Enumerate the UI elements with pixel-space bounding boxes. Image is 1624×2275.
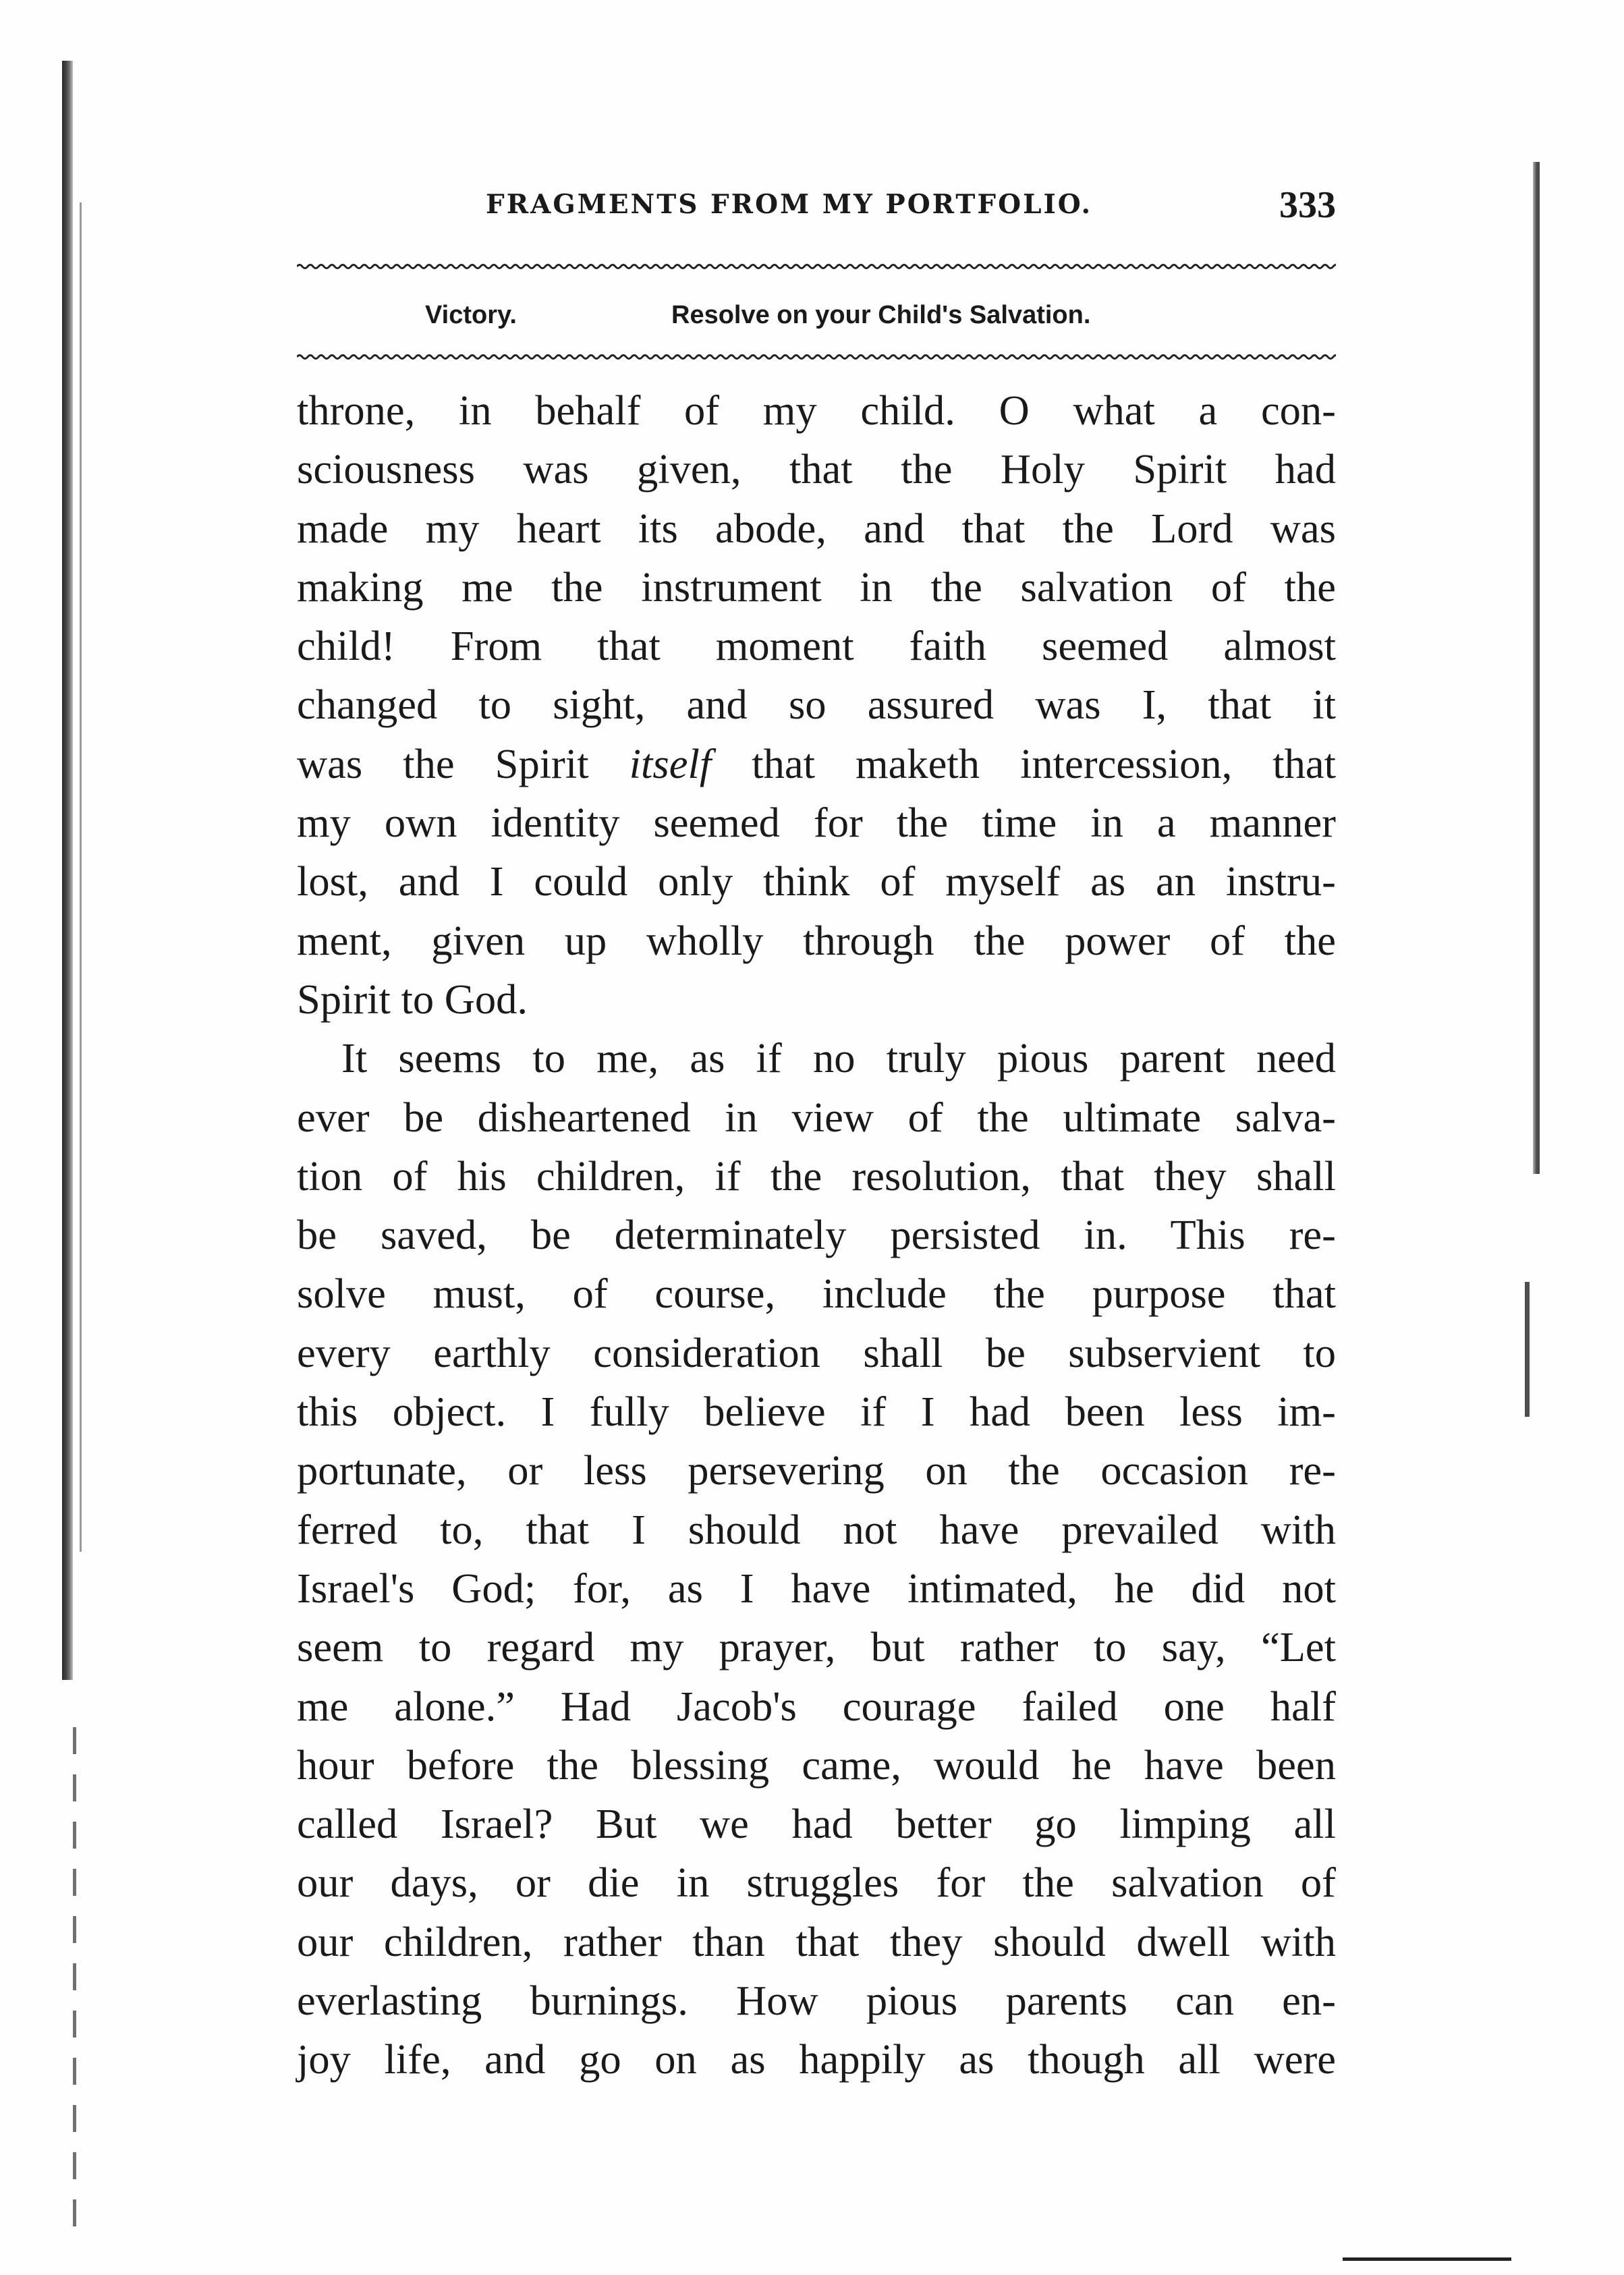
scan-binding-marks-left [73, 1727, 76, 2240]
text-fragment: that maketh intercession, that [752, 739, 1336, 787]
running-head [297, 184, 1336, 231]
text-line: making me the instrument in the salvation of the [297, 563, 1336, 611]
text-line: called Israel? But we had better go limping all [297, 1800, 1336, 1848]
scan-binding-mark-right [1525, 1282, 1530, 1417]
text-line: ferred to, that I should not have prevailed with [297, 1505, 1336, 1553]
text-line: ever be disheartened in view of the ultimate salva- [297, 1093, 1336, 1141]
text-line: Israel's God; for, as I have intimated, he did not [297, 1564, 1336, 1612]
text-line: me alone.” Had Jacob's courage failed one half [297, 1682, 1336, 1730]
text-line: our days, or die in struggles for the salvation of [297, 1859, 1336, 1907]
text-line: throne, in behalf of my child. O what a con- [297, 387, 1336, 434]
scan-binding-edge-right [1533, 162, 1540, 1174]
text-line: sciousness was given, that the Holy Spirit had [297, 445, 1336, 493]
text-line: hour before the blessing came, would he have been [297, 1741, 1336, 1789]
text-line: solve must, of course, include the purpose that [297, 1270, 1336, 1318]
text-line: lost, and I could only think of myself as an instru- [297, 858, 1336, 905]
text-line: seem to regard my prayer, but rather to say, “Let [297, 1623, 1336, 1671]
body-text [297, 381, 1336, 2089]
wavy-rule-bottom [297, 352, 1336, 362]
text-line: everlasting burnings. How pious parents can en- [297, 1977, 1336, 2025]
running-title: FRAGMENTS FROM MY PORTFOLIO. [486, 189, 1093, 220]
text-line: joy life, and go on as happily as though all were [297, 2035, 1336, 2083]
text-line: made my heart its abode, and that the Lord was [297, 504, 1336, 552]
page-number: 333 [1279, 184, 1336, 226]
text-line: ment, given up wholly through the power of the [297, 916, 1336, 964]
topic-subheading [297, 297, 1336, 337]
text-line: be saved, be determinately persisted in. This re- [297, 1211, 1336, 1259]
topic-resolve: Resolve on your Child's Salvation. [671, 301, 1091, 329]
text-line-italic [297, 735, 1336, 793]
wavy-rule-top [297, 262, 1336, 271]
scan-binding-line-left [80, 202, 82, 1552]
text-line: this object. I fully believe if I had been less im- [297, 1388, 1336, 1436]
text-line: tion of his children, if the resolution, that they shall [297, 1152, 1336, 1200]
scan-bottom-mark [1343, 2257, 1511, 2261]
text-line: changed to sight, and so assured was I, that it [297, 681, 1336, 729]
text-line: our children, rather than that they should dwell with [297, 1917, 1336, 1965]
italic-word: itself [629, 739, 712, 787]
text-line: every earthly consideration shall be subservient to [297, 1328, 1336, 1376]
text-line: child! From that moment faith seemed almost [297, 622, 1336, 670]
topic-victory: Victory. [425, 301, 517, 329]
scan-binding-edge-left [62, 61, 73, 1680]
text-fragment: was the Spirit [297, 739, 589, 787]
text-line: It seems to me, as if no truly pious parent need [341, 1034, 1336, 1082]
text-line: portunate, or less persevering on the occasion re- [297, 1447, 1336, 1494]
text-line: Spirit to God. [297, 975, 528, 1023]
text-line: my own identity seemed for the time in a manner [297, 799, 1336, 847]
